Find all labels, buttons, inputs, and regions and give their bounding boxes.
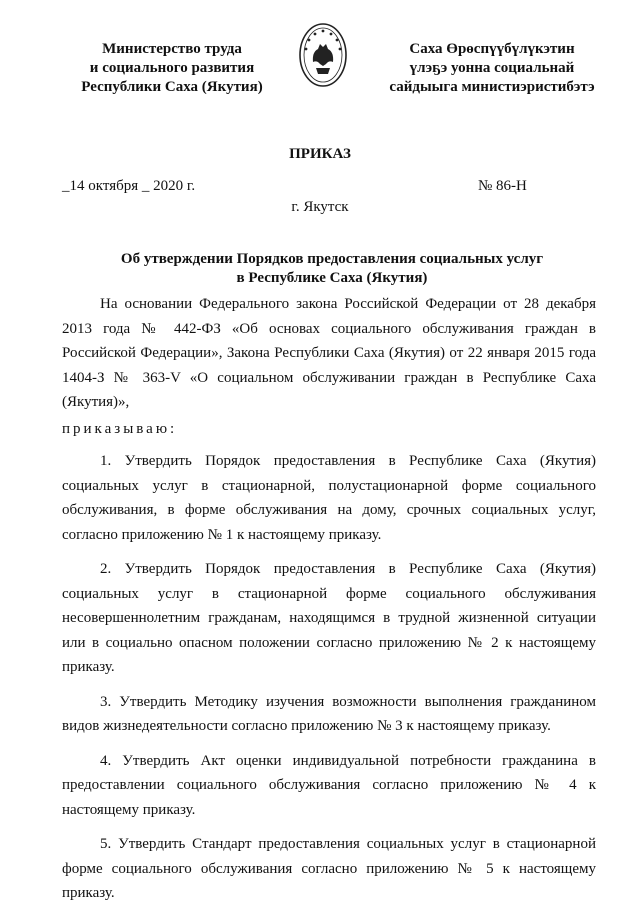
subject-line: Об утверждении Порядков предоставления социальных услуг [120,251,544,267]
document-title: ПРИКАЗ [289,146,351,162]
header-right-line: Саха Өрөспүүбүлүкэтин [409,41,575,57]
ministry-name-russian [62,40,282,97]
subject-line: в Республике Саха (Якутия) [236,270,428,286]
order-item: 5. Утвердить Стандарт предоставления социальных услуг в стационарной форме социального обслуживания согласно приложению № 5 к настоящему приказу. [62,836,596,901]
order-item: 3. Утвердить Методику изучения возможности выполнения гражданином видов жизнедеятельности согласно приложению № 3 к настоящему приказу. [62,693,596,734]
order-date: _14 октября _ 2020 г. [62,178,196,194]
order-item: 1. Утвердить Порядок предоставления в Республике Саха (Якутия) социальных услуг в стационарной, полустационарной форме социального обслуживания, в форме обслуживания на дому, срочных социальных услуг, согласно приложению № 1 к настоящему приказу. [62,453,596,543]
order-body [62,292,596,916]
header-right-line: үлэҕэ уонна социальнай [409,60,575,76]
header-left-line: и социального развития [89,60,255,76]
order-city: г. Якутск [291,199,349,215]
order-word-paragraph [62,417,596,442]
order-item: 4. Утвердить Акт оценки индивидуальной потребности гражданина в предоставлении социального обслуживания согласно приложению № 4 к настоящему приказу. [62,752,596,818]
preamble-paragraph: На основании Федерального закона Российской Федерации от 28 декабря 2013 года № 442-ФЗ «Об основах социального обслуживания граждан в Российской Федерации», Закона Республики Саха (Якутия) от 22 января 2015 года 1404-З № 363-V «О социальном обслуживании граждан в Республике Саха (Якутия)», [62,296,596,410]
order-subject [62,250,602,288]
order-item: 2. Утвердить Порядок предоставления в Республике Саха (Якутия) социальных услуг в стационарной форме социального обслуживания несовершеннолетним гражданам, находящимся в трудной жизненной ситуации или в социально опасном положении согласно приложению № 2 к настоящему приказу. [62,561,596,675]
header-left-line: Министерство труда [102,41,242,57]
header-left-line: Республики Саха (Якутия) [81,79,263,95]
header-right-line: сайдыыга министиэристибэтэ [389,79,595,95]
coat-of-arms-emblem-icon [298,22,348,88]
order-word: приказываю: [62,420,178,437]
ministry-name-yakut [382,40,602,97]
order-number: № 86-Н [478,178,527,194]
